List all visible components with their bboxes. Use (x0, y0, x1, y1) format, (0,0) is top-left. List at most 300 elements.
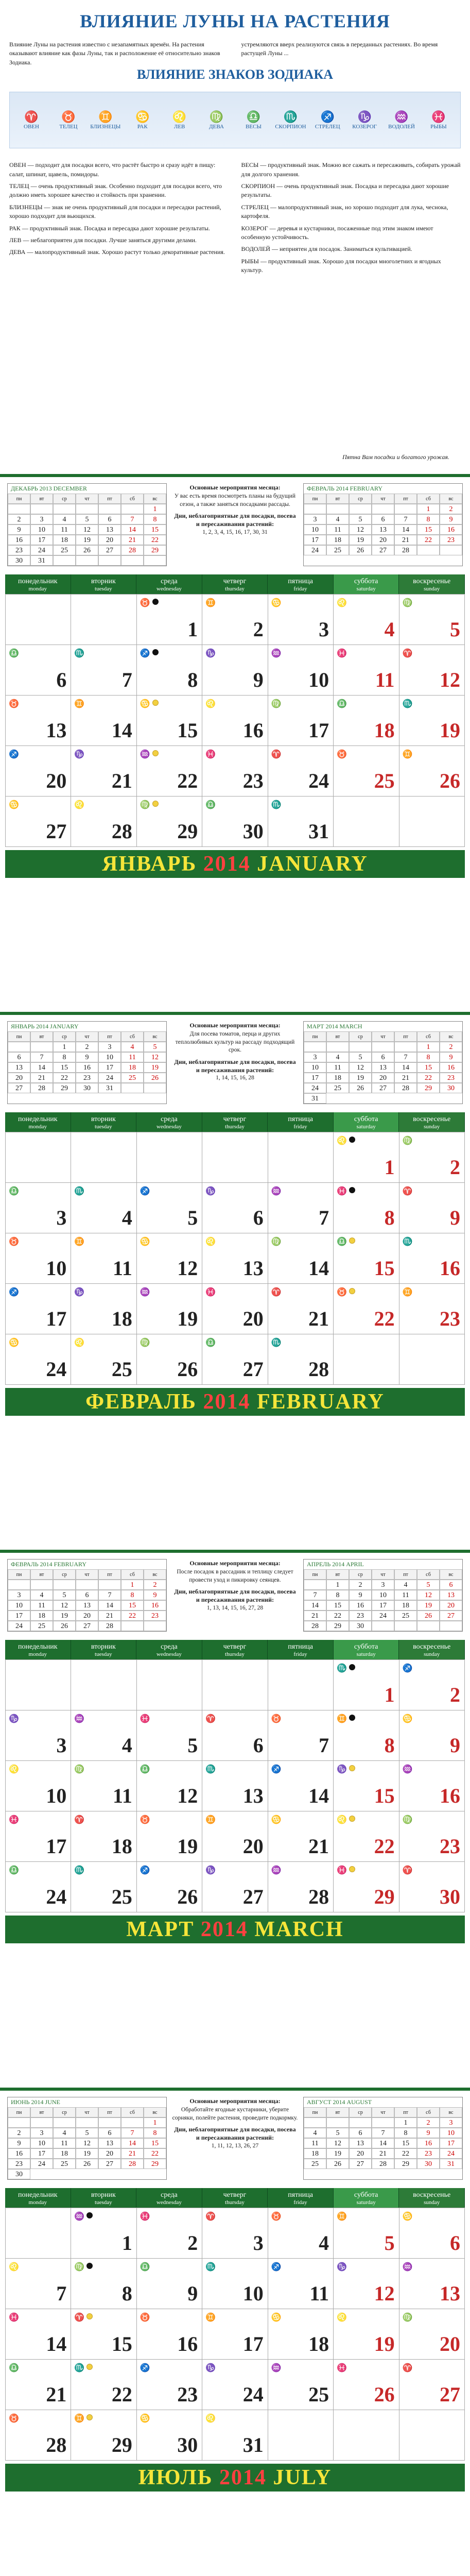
zodiac-sign-icon: ♍ (74, 1765, 85, 1774)
mini-day: 23 (440, 535, 462, 545)
mini-day: 27 (372, 1083, 394, 1093)
zodiac-symbol-icon: ♒ (394, 110, 409, 124)
mini-day: 27 (98, 2159, 121, 2169)
activities-body: У вас есть время посмотреть планы на будущий сезон, а также заняться посадками рассады. (174, 493, 296, 507)
zodiac-sign-icon: ♎ (205, 1338, 216, 1347)
month-banner-ru: ИЮЛЬ (138, 2466, 213, 2489)
mini-day: 29 (53, 1083, 76, 1093)
day-cell (202, 2360, 268, 2410)
day-number: 12 (177, 1257, 198, 1280)
mini-day: 24 (372, 1611, 394, 1621)
zodiac-name: ОВЕН (24, 124, 39, 130)
day-cell (268, 1183, 334, 1233)
mini-day: 28 (394, 1083, 417, 1093)
weekday-en: thursday (225, 1124, 245, 1130)
mini-dow: сб (417, 1569, 440, 1580)
weekday-ru: пятница (288, 578, 313, 585)
weekday-en: thursday (225, 2199, 245, 2206)
intro-right-text: устремляются вверх реализуются связь в переданных растениях. Во время растущей Луны ... (241, 41, 438, 57)
mini-dow: пт (98, 1031, 121, 1042)
day-number: 10 (242, 2282, 264, 2305)
day-cell (202, 2309, 268, 2360)
zodiac-item (201, 110, 232, 130)
mini-day: 10 (30, 524, 53, 535)
zodiac-sign-icon: ♌ (337, 1816, 347, 1824)
mini-day: 27 (8, 1083, 30, 1093)
day-cell (334, 595, 399, 645)
mini-dow: вт (30, 1031, 53, 1042)
mini-day: 1 (144, 2117, 166, 2128)
day-cell (71, 2360, 136, 2410)
zodiac-sign-icon: ♈ (271, 1288, 282, 1297)
weekday-friday (268, 574, 334, 594)
day-number: 6 (56, 668, 67, 691)
zodiac-paragraphs (9, 158, 461, 278)
mini-dow: вт (326, 2107, 349, 2117)
day-cell (268, 2259, 334, 2309)
day-cell (137, 1761, 202, 1811)
zodiac-sign-icon: ♒ (402, 2263, 413, 2272)
day-number: 24 (46, 1885, 67, 1908)
moon-phase-icon (86, 2313, 93, 2319)
mini-day (53, 555, 76, 566)
mini-day: 22 (417, 535, 440, 545)
day-number: 23 (440, 1835, 460, 1858)
mini-day (349, 2117, 372, 2128)
zodiac-item (312, 110, 343, 130)
mini-day: 25 (326, 545, 349, 555)
zodiac-name: КОЗЕРОГ (352, 124, 377, 130)
weekday-en: friday (293, 1124, 307, 1130)
day-number: 4 (121, 1206, 132, 1229)
day-cell (6, 696, 71, 746)
mini-day: 15 (417, 524, 440, 535)
day-cell (137, 2309, 202, 2360)
weekday-en: friday (293, 586, 307, 592)
zodiac-sign-icon: ♊ (337, 2212, 347, 2221)
mini-day: 28 (121, 2159, 144, 2169)
mini-day (304, 1042, 326, 1052)
zodiac-sign-icon: ♎ (140, 1765, 150, 1774)
mini-day: 17 (304, 1073, 326, 1083)
zodiac-symbol-icon: ♊ (98, 110, 113, 124)
day-number: 16 (440, 1257, 460, 1280)
day-number: 15 (177, 719, 198, 742)
mini-day: 24 (30, 2159, 53, 2169)
mini-day: 17 (8, 1611, 30, 1621)
mini-day (8, 1580, 30, 1590)
day-cell (268, 746, 334, 796)
zodiac-sign-icon: ♎ (9, 1187, 19, 1196)
mini-day (440, 1621, 462, 1631)
mini-dow: вс (144, 494, 166, 504)
mini-day: 6 (8, 1052, 30, 1062)
day-cell (334, 1233, 399, 1284)
mini-day: 19 (53, 1611, 76, 1621)
zodiac-text-col-right (241, 158, 461, 278)
day-cell (6, 2309, 71, 2360)
day-cell (334, 2410, 399, 2461)
mini-day: 23 (8, 2159, 30, 2169)
day-cell (399, 1710, 465, 1761)
mini-day: 7 (30, 1052, 53, 1062)
mini-day: 24 (8, 1621, 30, 1631)
day-cell (6, 1183, 71, 1233)
moon-phase-icon (86, 2212, 93, 2218)
mini-dow: пт (394, 494, 417, 504)
day-number: 10 (46, 1784, 67, 1807)
zodiac-sign-icon: ♑ (337, 2263, 347, 2272)
zodiac-paragraph: КОЗЕРОГ — деревья и кустарники, посаженные под этим знаком имеют особенную устойчивость. (241, 224, 433, 241)
mini-day (372, 1621, 394, 1631)
intro-page (0, 0, 470, 474)
mini-calendar (7, 1021, 167, 1104)
mini-day: 28 (372, 2159, 394, 2169)
day-number: 22 (374, 1835, 395, 1858)
moon-phase-icon (349, 1816, 355, 1822)
day-cell (137, 746, 202, 796)
day-number: 15 (111, 2332, 132, 2355)
mini-day (98, 555, 121, 566)
mini-dow: ср (349, 1031, 372, 1042)
zodiac-sign-icon: ♈ (402, 2364, 413, 2372)
zodiac-sign-icon: ♐ (271, 2263, 282, 2272)
mini-day: 28 (98, 1621, 121, 1631)
day-number: 25 (308, 2383, 329, 2406)
zodiac-sign-icon: ♑ (74, 750, 85, 759)
day-number: 14 (308, 1257, 329, 1280)
weekday-tuesday (71, 574, 137, 594)
zodiac-symbol-icon: ♓ (431, 110, 446, 124)
mini-dow: вс (440, 1569, 462, 1580)
month-banner-ru: МАРТ (126, 1918, 195, 1941)
zodiac-item (90, 110, 121, 130)
mini-day (53, 1580, 76, 1590)
month-banner-en: FEBRUARY (256, 1390, 385, 1414)
mini-dow: пн (8, 494, 30, 504)
zodiac-sign-icon: ♌ (337, 1137, 347, 1145)
day-number: 14 (308, 1784, 329, 1807)
weekday-thursday (202, 1112, 268, 1132)
day-number: 30 (177, 2433, 198, 2456)
mini-day (326, 504, 349, 514)
day-cell (137, 595, 202, 645)
mini-day: 4 (53, 2128, 76, 2138)
month-banner-en: JANUARY (257, 852, 368, 876)
day-cell (334, 746, 399, 796)
mini-day: 13 (440, 1590, 462, 1600)
mini-calendar-title: АВГУСТ 2014 AUGUST (307, 2098, 372, 2106)
weekday-en: wednesday (156, 1651, 182, 1657)
day-number: 19 (440, 719, 460, 742)
mini-day: 2 (440, 504, 462, 514)
zodiac-name: СКОРПИОН (275, 124, 306, 130)
mini-day: 15 (417, 1062, 440, 1073)
mini-day (304, 504, 326, 514)
day-number: 18 (111, 1307, 132, 1330)
zodiac-sign-icon: ♉ (271, 2212, 282, 2221)
mini-day: 8 (417, 1052, 440, 1062)
mini-day: 16 (349, 1600, 372, 1611)
mini-day: 7 (121, 2128, 144, 2138)
mini-day: 3 (30, 514, 53, 524)
unfavorable-heading: Дни, неблагоприятные для посадки, посева и пересаживания растений: (174, 1058, 296, 1074)
day-cell (6, 796, 71, 847)
day-cell (202, 1811, 268, 1862)
day-number: 10 (308, 668, 329, 691)
zodiac-sign-icon: ♒ (271, 649, 282, 658)
zodiac-sign-icon: ♎ (140, 2263, 150, 2272)
weekday-friday (268, 2188, 334, 2208)
mini-day: 15 (144, 2138, 166, 2148)
mini-day: 23 (440, 1073, 462, 1083)
weekday-ru: суббота (354, 1115, 378, 1123)
zodiac-sign-icon: ♏ (74, 2364, 85, 2372)
moon-phase-icon (86, 2263, 93, 2269)
day-cell (6, 2360, 71, 2410)
day-number: 18 (308, 2332, 329, 2355)
day-cell (202, 2208, 268, 2259)
day-number: 21 (308, 1835, 329, 1858)
day-number: 9 (253, 668, 264, 691)
zodiac-paragraph: ТЕЛЕЦ — очень продуктивный знак. Особенно подходит для посадки всего, что должно иметь хорошее качество и стойкость при хранении. (9, 182, 222, 199)
mini-day: 12 (53, 1600, 76, 1611)
day-number: 11 (113, 1784, 132, 1807)
mini-day: 10 (98, 1052, 121, 1062)
day-number: 28 (46, 2433, 67, 2456)
zodiac-sign-icon: ♍ (271, 1238, 282, 1246)
weekday-ru: вторник (91, 2191, 116, 2199)
day-cell (6, 1233, 71, 1284)
day-cell (6, 595, 71, 645)
mini-day: 9 (76, 1052, 98, 1062)
zodiac-symbol-icon: ♈ (24, 110, 39, 124)
activities (172, 483, 298, 566)
day-number: 1 (384, 1683, 395, 1706)
mini-day (30, 2117, 53, 2128)
mini-day: 8 (121, 1590, 144, 1600)
mini-day (98, 2117, 121, 2128)
zodiac-sign-icon: ♋ (402, 1715, 413, 1723)
day-cell (202, 2259, 268, 2309)
zodiac-sign-icon: ♊ (205, 2313, 216, 2322)
zodiac-sign-icon: ♑ (205, 1866, 216, 1875)
zodiac-sign-icon: ♉ (9, 700, 19, 708)
zodiac-sign-icon: ♒ (402, 1765, 413, 1774)
mini-day: 17 (30, 2148, 53, 2159)
day-number: 24 (46, 1358, 67, 1381)
unfavorable-heading: Дни, неблагоприятные для посадки, посева и пересаживания растений: (174, 2126, 296, 2142)
mini-day: 23 (144, 1611, 166, 1621)
mini-day (372, 2117, 394, 2128)
day-number: 4 (121, 1734, 132, 1757)
mini-day: 25 (326, 1083, 349, 1093)
mini-day: 30 (417, 2159, 440, 2169)
zodiac-sign-icon: ♊ (74, 1238, 85, 1246)
mini-day: 11 (30, 1600, 53, 1611)
mini-day: 27 (98, 545, 121, 555)
day-cell (334, 1660, 399, 1710)
mini-day (8, 2117, 30, 2128)
day-number: 13 (46, 719, 67, 742)
zodiac-name: СТРЕЛЕЦ (315, 124, 340, 130)
weekday-en: monday (28, 1651, 47, 1657)
weekday-ru: пятница (288, 2191, 313, 2199)
day-cell (71, 595, 136, 645)
weekday-ru: среда (161, 1643, 178, 1651)
mini-day (98, 504, 121, 514)
mini-day: 26 (417, 1611, 440, 1621)
mini-day: 3 (98, 1042, 121, 1052)
day-cell (399, 645, 465, 696)
mini-day: 9 (144, 1590, 166, 1600)
mini-day: 18 (326, 1073, 349, 1083)
weekday-en: thursday (225, 1651, 245, 1657)
mini-day: 18 (53, 2148, 76, 2159)
mini-day: 20 (76, 1611, 98, 1621)
day-cell (334, 2208, 399, 2259)
mini-dow: вт (326, 1569, 349, 1580)
unfavorable-days: 1, 14, 15, 16, 28 (216, 1075, 254, 1081)
weekday-monday (5, 2188, 71, 2208)
mini-dow: вс (440, 494, 462, 504)
mini-day: 14 (98, 1600, 121, 1611)
day-cell (71, 645, 136, 696)
weekday-ru: вторник (91, 1115, 116, 1123)
mini-day (121, 504, 144, 514)
zodiac-sign-icon: ♍ (271, 700, 282, 708)
activities-body: После посадок в рассадник и теплицу следует провести уход и пикировку сеянцев. (177, 1569, 293, 1583)
mini-day: 21 (304, 1611, 326, 1621)
mini-calendar-grid (8, 2107, 166, 2179)
zodiac-name: РАК (137, 124, 148, 130)
day-cell (6, 2208, 71, 2259)
day-number: 12 (177, 1784, 198, 1807)
weekday-en: friday (293, 2199, 307, 2206)
mini-day: 1 (417, 504, 440, 514)
mini-calendar-title: ЯНВАРЬ 2014 JANUARY (11, 1023, 79, 1030)
zodiac-sign-icon: ♌ (205, 700, 216, 708)
mini-calendar-grid (304, 494, 462, 555)
day-cell (334, 2259, 399, 2309)
zodiac-symbol-icon: ♉ (61, 110, 76, 124)
zodiac-item (127, 110, 158, 130)
day-number: 5 (187, 1206, 198, 1229)
mini-day: 5 (53, 1590, 76, 1600)
mini-day: 14 (394, 1062, 417, 1073)
day-number: 11 (375, 668, 395, 691)
mini-day: 14 (121, 2138, 144, 2148)
activities-heading: Основные мероприятия месяца: (189, 1022, 281, 1029)
day-cell (399, 696, 465, 746)
weekday-saturday (334, 1640, 399, 1659)
zodiac-sign-icon: ♐ (140, 649, 150, 658)
mini-calendar (7, 483, 167, 566)
zodiac-sign-icon: ♎ (9, 1866, 19, 1875)
day-cell (334, 696, 399, 746)
mini-day: 31 (440, 2159, 462, 2169)
mini-dow: вс (144, 1031, 166, 1042)
zodiac-paragraph: ДЕВА — малопродуктивный знак. Хорошо растут только декоративные растения. (9, 248, 225, 256)
zodiac-sign-icon: ♍ (402, 1816, 413, 1824)
day-cell (137, 2259, 202, 2309)
day-cell (71, 796, 136, 847)
mini-day: 4 (326, 1052, 349, 1062)
day-cell (137, 2208, 202, 2259)
day-number: 12 (440, 668, 460, 691)
zodiac-sign-icon: ♒ (271, 1866, 282, 1875)
day-cell (137, 1811, 202, 1862)
activities-heading: Основные мероприятия месяца: (189, 2097, 281, 2105)
zodiac-sign-icon: ♈ (205, 1715, 216, 1723)
month-banner (5, 1388, 465, 1416)
zodiac-sign-icon: ♏ (74, 1866, 85, 1875)
mini-day: 14 (394, 524, 417, 535)
intro-title: ВЛИЯНИЕ ЛУНЫ НА РАСТЕНИЯ (80, 11, 390, 31)
mini-dow: пн (304, 1031, 326, 1042)
zodiac-sign-icon: ♍ (74, 2263, 85, 2272)
day-number: 11 (309, 2282, 329, 2305)
day-cell (71, 2259, 136, 2309)
mini-day (121, 2117, 144, 2128)
mini-dow: чт (372, 2107, 394, 2117)
mini-day: 29 (326, 1621, 349, 1631)
mini-day: 21 (121, 535, 144, 545)
mini-day: 12 (76, 524, 98, 535)
day-cell (6, 1660, 71, 1710)
weekday-header (5, 574, 465, 594)
weekday-ru: вторник (91, 578, 116, 585)
mini-day: 13 (98, 524, 121, 535)
zodiac-name: РЫБЫ (430, 124, 447, 130)
day-number: 13 (440, 2282, 460, 2305)
day-cell (6, 2410, 71, 2461)
zodiac-band (9, 92, 461, 148)
weekday-ru: четверг (223, 578, 247, 585)
month-m4 (0, 2088, 470, 2576)
zodiac-sign-icon: ♊ (205, 599, 216, 607)
day-number: 20 (242, 1835, 264, 1858)
day-cell (399, 796, 465, 847)
day-cell (268, 2309, 334, 2360)
mini-day (76, 1580, 98, 1590)
unfavorable-heading: Дни, неблагоприятные для посадки, посева и пересаживания растений: (174, 512, 296, 528)
zodiac-sign-icon: ♈ (402, 649, 413, 658)
mini-dow: ср (349, 2107, 372, 2117)
day-number: 5 (187, 1734, 198, 1757)
mini-day: 31 (30, 555, 53, 566)
day-cell (137, 2410, 202, 2461)
zodiac-sign-icon: ♈ (402, 1866, 413, 1875)
mini-day: 21 (30, 1073, 53, 1083)
mini-day: 23 (417, 2148, 440, 2159)
day-number: 16 (440, 1784, 460, 1807)
zodiac-sign-icon: ♍ (402, 2313, 413, 2322)
day-cell (71, 2309, 136, 2360)
mini-day: 10 (304, 524, 326, 535)
day-cell (399, 1811, 465, 1862)
unfavorable-days: 1, 11, 12, 13, 26, 27 (211, 2142, 259, 2149)
day-number: 3 (56, 1734, 67, 1757)
zodiac-symbol-icon: ♑ (357, 110, 372, 124)
activities-heading: Основные мероприятия месяца: (189, 484, 281, 491)
zodiac-sign-icon: ♈ (271, 750, 282, 759)
mini-day: 18 (30, 1611, 53, 1621)
day-number: 23 (242, 769, 264, 792)
zodiac-sign-icon: ♓ (205, 750, 216, 759)
weekday-wednesday (136, 1112, 202, 1132)
mini-day: 19 (349, 535, 372, 545)
